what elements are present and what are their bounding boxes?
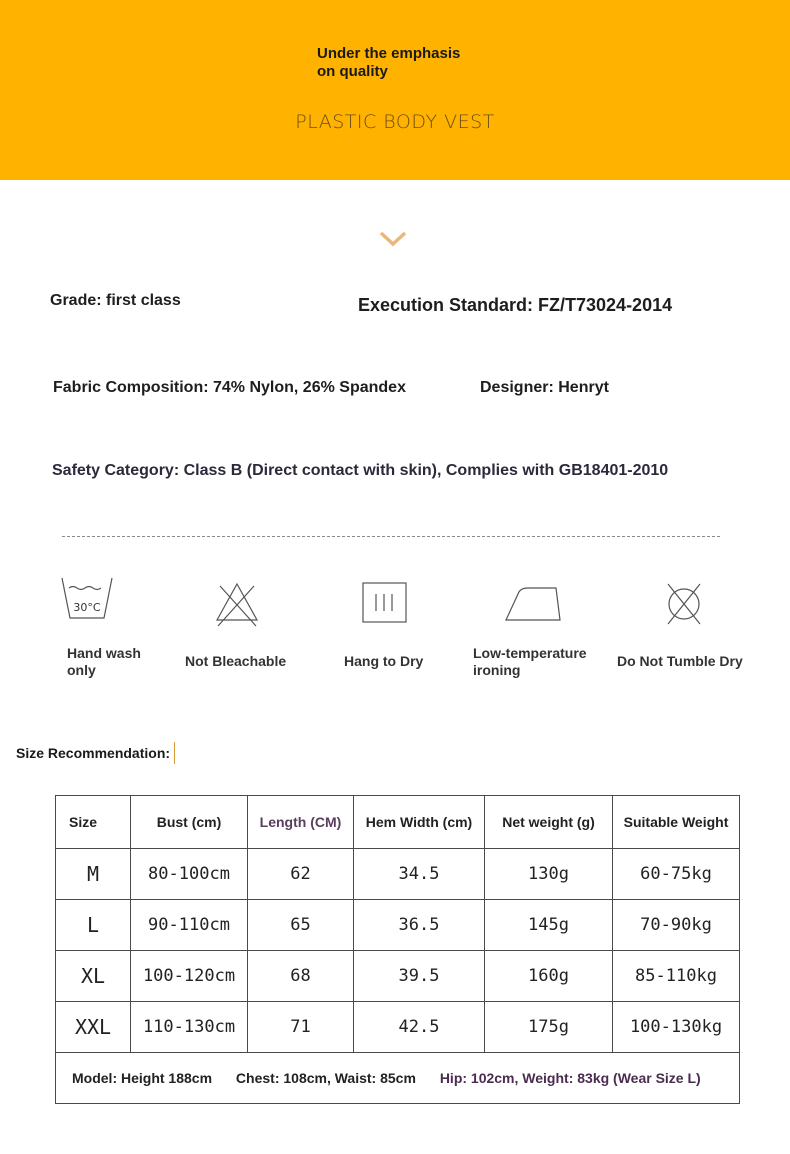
model-hip-weight: Hip: 102cm, Weight: 83kg (Wear Size L) bbox=[439, 1070, 701, 1086]
table-row bbox=[56, 849, 740, 900]
title-marker bbox=[174, 742, 175, 764]
header-suitable-weight: Suitable Weight bbox=[613, 796, 740, 849]
size-cell: XL bbox=[56, 951, 131, 1002]
hem-cell: 34.5 bbox=[354, 849, 485, 900]
bust-cell: 80-100cm bbox=[131, 849, 248, 900]
care-label-line: Hang to Dry bbox=[344, 653, 424, 669]
chevron-down-icon bbox=[378, 228, 408, 250]
tagline-line-1: Under the emphasis bbox=[317, 45, 461, 62]
care-label-line: ironing bbox=[473, 662, 521, 678]
table-row bbox=[56, 951, 740, 1002]
care-label-no-tumble bbox=[617, 653, 743, 670]
suitable-cell: 60-75kg bbox=[613, 849, 740, 900]
table-header-row bbox=[56, 796, 740, 849]
hang-dry-icon bbox=[362, 582, 408, 624]
product-name: PLASTIC BODY VEST bbox=[295, 111, 495, 133]
header-bust: Bust (cm) bbox=[131, 796, 248, 849]
grade-spec: Grade: first class bbox=[50, 292, 181, 309]
hem-cell: 36.5 bbox=[354, 900, 485, 951]
header-hem-width: Hem Width (cm) bbox=[354, 796, 485, 849]
weight-cell: 175g bbox=[485, 1002, 613, 1053]
safety-spec: Safety Category: Class B (Direct contact with skin), Complies with GB18401-2010 bbox=[52, 462, 669, 479]
dashed-divider bbox=[62, 536, 720, 537]
suitable-cell: 100-130kg bbox=[613, 1002, 740, 1053]
care-label-line: Do Not Tumble Dry bbox=[617, 653, 743, 669]
top-banner bbox=[0, 0, 790, 180]
model-height: Model: Height 188cm bbox=[72, 1070, 213, 1086]
no-tumble-dry-icon bbox=[664, 580, 704, 626]
model-chest-waist: Chest: 108cm, Waist: 85cm bbox=[235, 1070, 416, 1086]
bust-cell: 100-120cm bbox=[131, 951, 248, 1002]
length-cell: 71 bbox=[248, 1002, 354, 1053]
model-info-cell bbox=[56, 1053, 740, 1104]
header-length: Length (CM) bbox=[248, 796, 354, 849]
suitable-cell: 85-110kg bbox=[613, 951, 740, 1002]
size-cell: L bbox=[56, 900, 131, 951]
bust-cell: 90-110cm bbox=[131, 900, 248, 951]
care-label-line: Low-temperature bbox=[473, 645, 587, 661]
model-info-row bbox=[56, 1053, 740, 1104]
table-row bbox=[56, 1002, 740, 1053]
wash-temp-label: 30°C bbox=[73, 601, 101, 614]
hand-wash-icon bbox=[60, 576, 114, 622]
standard-spec: Execution Standard: FZ/T73024-2014 bbox=[358, 295, 673, 315]
suitable-cell: 70-90kg bbox=[613, 900, 740, 951]
size-cell: M bbox=[56, 849, 131, 900]
care-label-line: only bbox=[67, 662, 96, 678]
table-row bbox=[56, 900, 740, 951]
designer-spec: Designer: Henryt bbox=[480, 379, 609, 396]
hem-cell: 39.5 bbox=[354, 951, 485, 1002]
size-table bbox=[55, 795, 740, 1104]
care-label-no-bleach bbox=[185, 653, 286, 670]
tagline-line-2: on quality bbox=[317, 63, 388, 80]
fabric-spec: Fabric Composition: 74% Nylon, 26% Spandex bbox=[53, 379, 406, 396]
length-cell: 68 bbox=[248, 951, 354, 1002]
length-cell: 65 bbox=[248, 900, 354, 951]
size-cell: XXL bbox=[56, 1002, 131, 1053]
care-label-line: Not Bleachable bbox=[185, 653, 287, 669]
low-iron-icon bbox=[504, 584, 564, 624]
care-label-hand-wash bbox=[67, 645, 141, 679]
care-label-line: Hand wash bbox=[67, 645, 141, 661]
tagline bbox=[317, 45, 460, 81]
hem-cell: 42.5 bbox=[354, 1002, 485, 1053]
care-label-hang-dry bbox=[344, 653, 423, 670]
weight-cell: 145g bbox=[485, 900, 613, 951]
header-net-weight: Net weight (g) bbox=[485, 796, 613, 849]
care-label-low-iron bbox=[473, 645, 587, 679]
weight-cell: 130g bbox=[485, 849, 613, 900]
bust-cell: 110-130cm bbox=[131, 1002, 248, 1053]
length-cell: 62 bbox=[248, 849, 354, 900]
header-size: Size bbox=[56, 796, 131, 849]
weight-cell: 160g bbox=[485, 951, 613, 1002]
no-bleach-icon bbox=[214, 580, 260, 628]
size-recommendation-title: Size Recommendation: bbox=[16, 745, 171, 761]
